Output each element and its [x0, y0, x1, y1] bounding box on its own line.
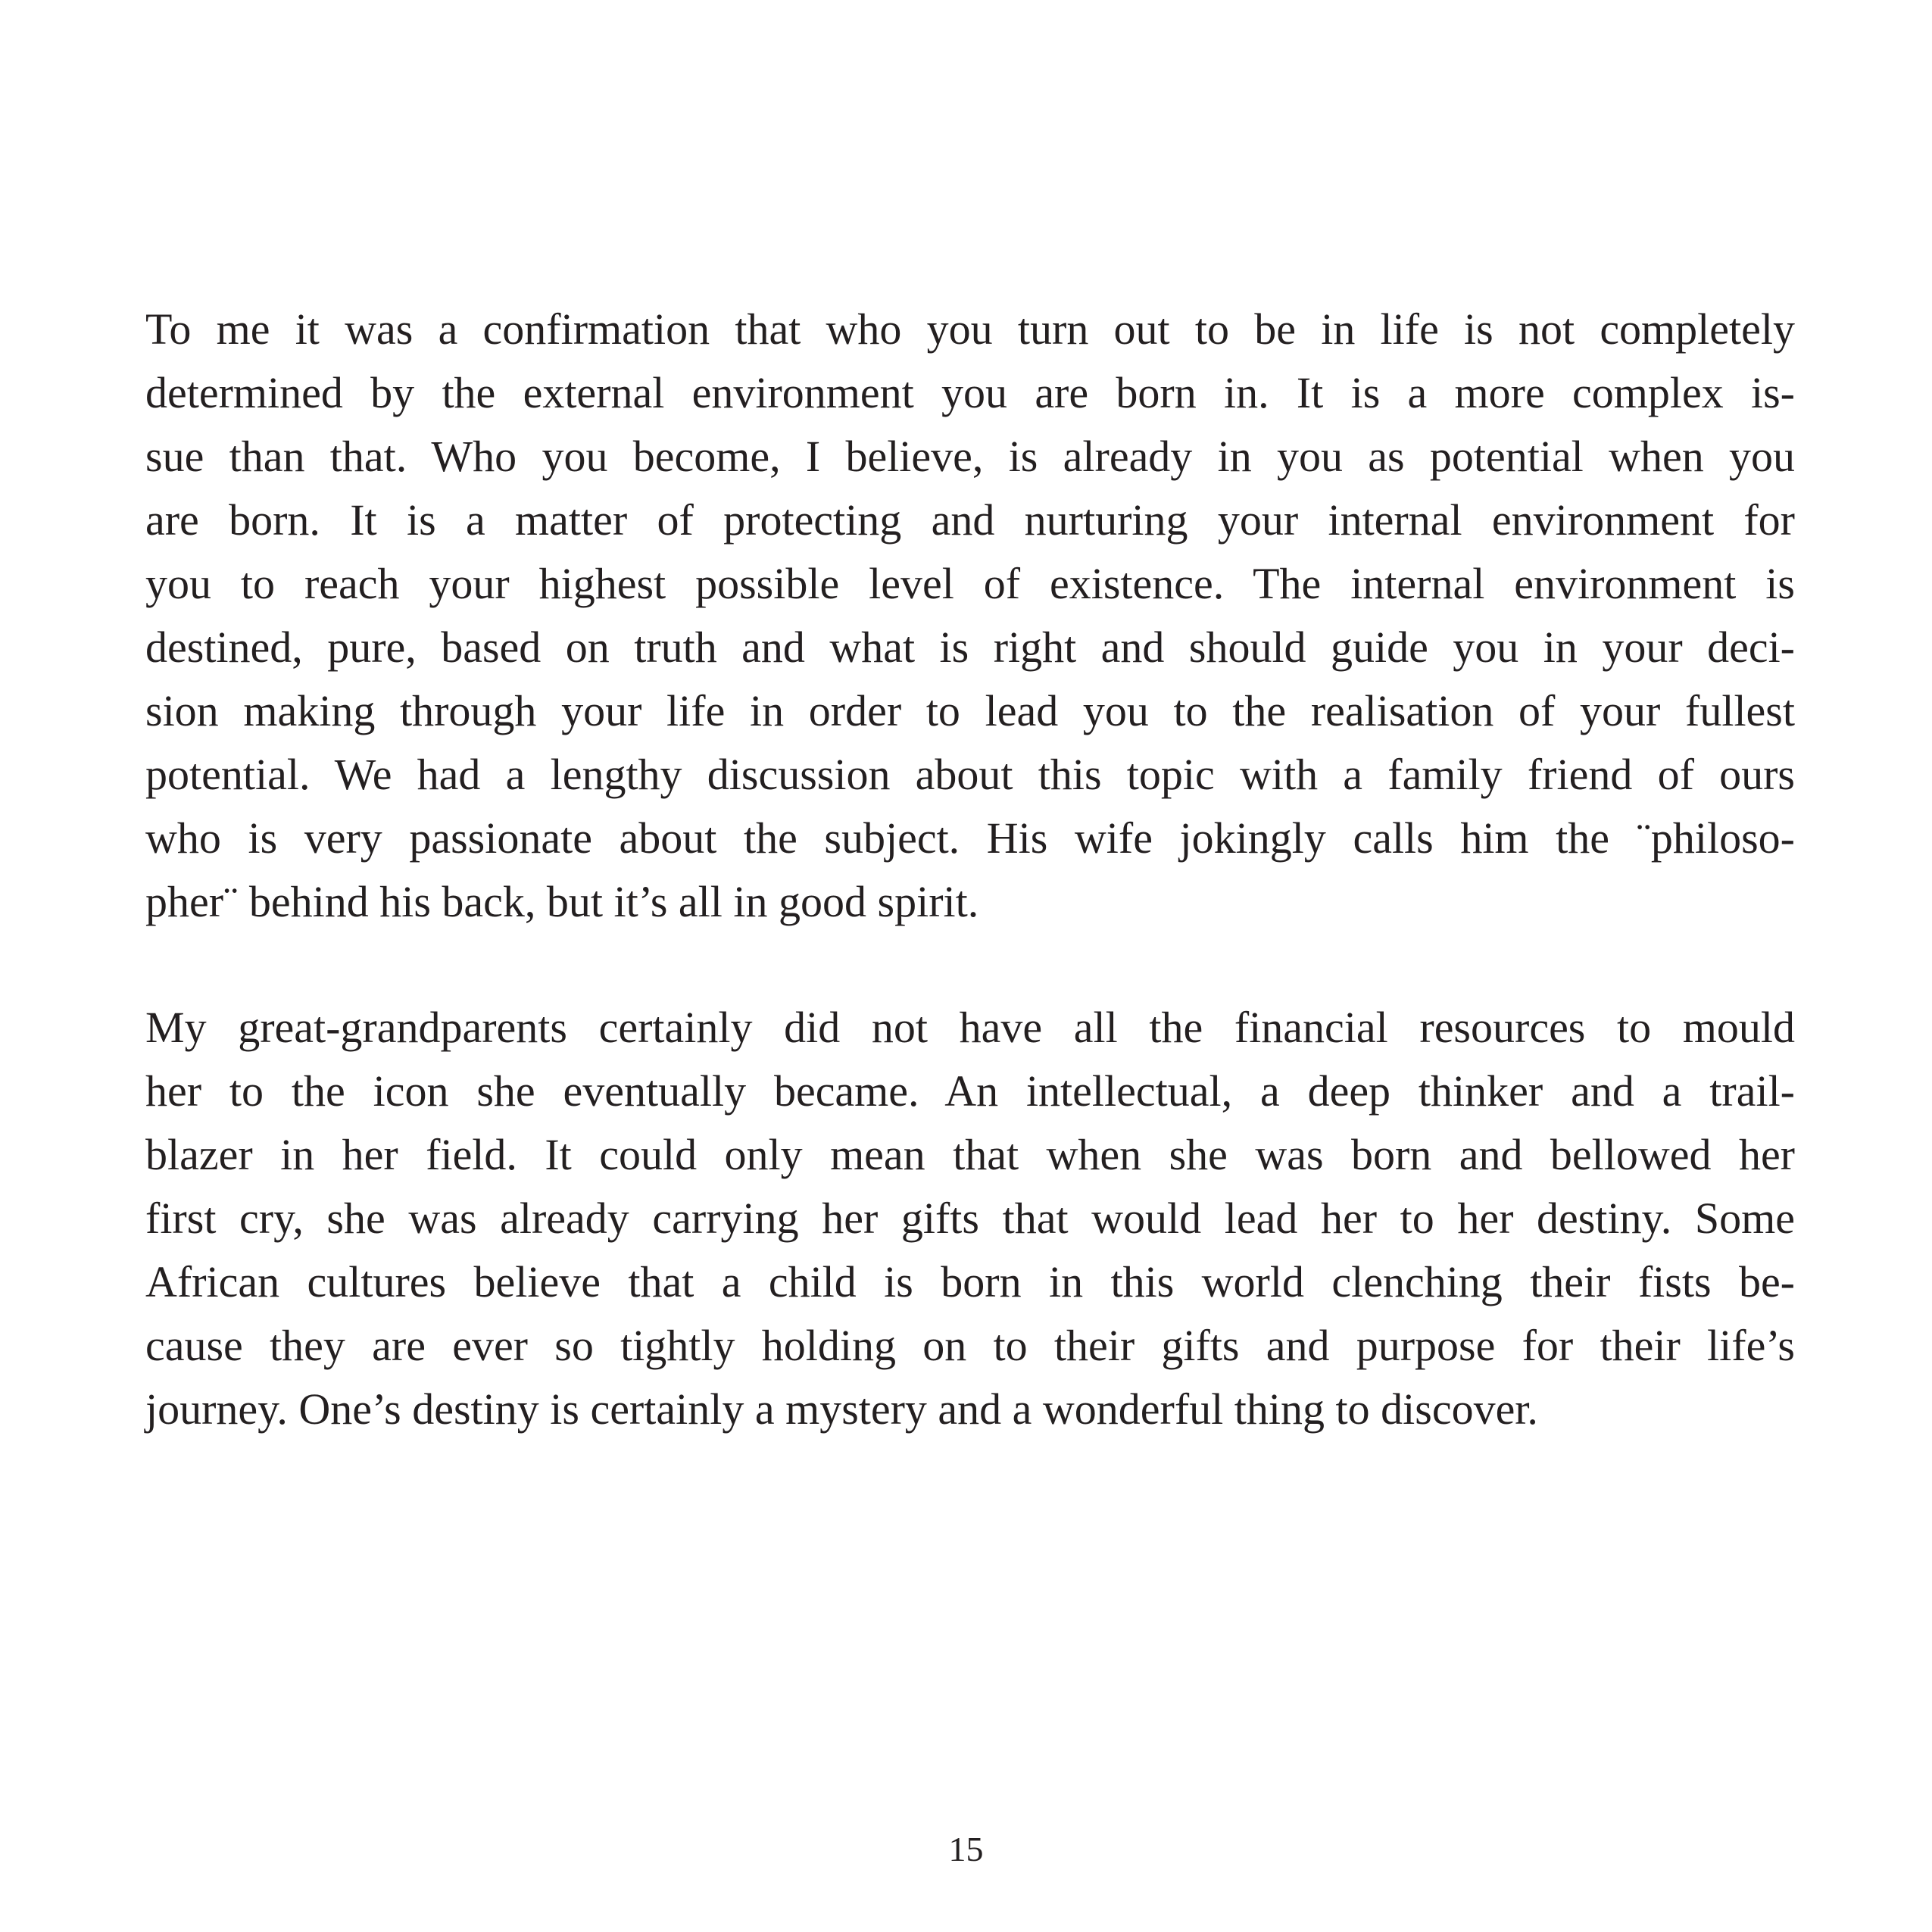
text-line: To me it was a confirmation that who you turn out to be in life is not completely	[145, 304, 1795, 354]
text-line: African cultures believe that a child is born in this world clenching their fists be-	[145, 1257, 1795, 1306]
page-number: 15	[948, 1830, 984, 1868]
text-line: sue than that. Who you become, I believe, is already in you as potential when you	[145, 432, 1795, 481]
text-line: are born. It is a matter of protecting and nurturing your internal environment for	[145, 495, 1795, 545]
text-line: determined by the external environment you are born in. It is a more complex is-	[145, 368, 1795, 417]
body-paragraph-1	[145, 298, 1795, 934]
text-line: destined, pure, based on truth and what is right and should guide you in your deci-	[145, 623, 1795, 672]
text-line: blazer in her field. It could only mean that when she was born and bellowed her	[145, 1130, 1795, 1179]
text-line: cause they are ever so tightly holding on to their gifts and purpose for their life’s	[145, 1321, 1795, 1370]
text-line: who is very passionate about the subject. His wife jokingly calls him the ¨philoso-	[145, 813, 1795, 863]
text-line: My great-grandparents certainly did not have all the financial resources to mould	[145, 1003, 1795, 1052]
text-line: sion making through your life in order to lead you to the realisation of your fullest	[145, 686, 1795, 735]
text-line: you to reach your highest possible level of existence. The internal environment is	[145, 559, 1795, 608]
text-line: her to the icon she eventually became. An intellectual, a deep thinker and a trail-	[145, 1066, 1795, 1116]
body-paragraph-2	[145, 996, 1795, 1441]
text-line: pher¨ behind his back, but it’s all in good spirit.	[145, 877, 979, 926]
text-line: journey. One’s destiny is certainly a mystery and a wonderful thing to discover.	[145, 1384, 1538, 1434]
text-line: potential. We had a lengthy discussion about this topic with a family friend of ours	[145, 750, 1795, 799]
text-line: first cry, she was already carrying her gifts that would lead her to her destiny. Some	[145, 1194, 1795, 1243]
